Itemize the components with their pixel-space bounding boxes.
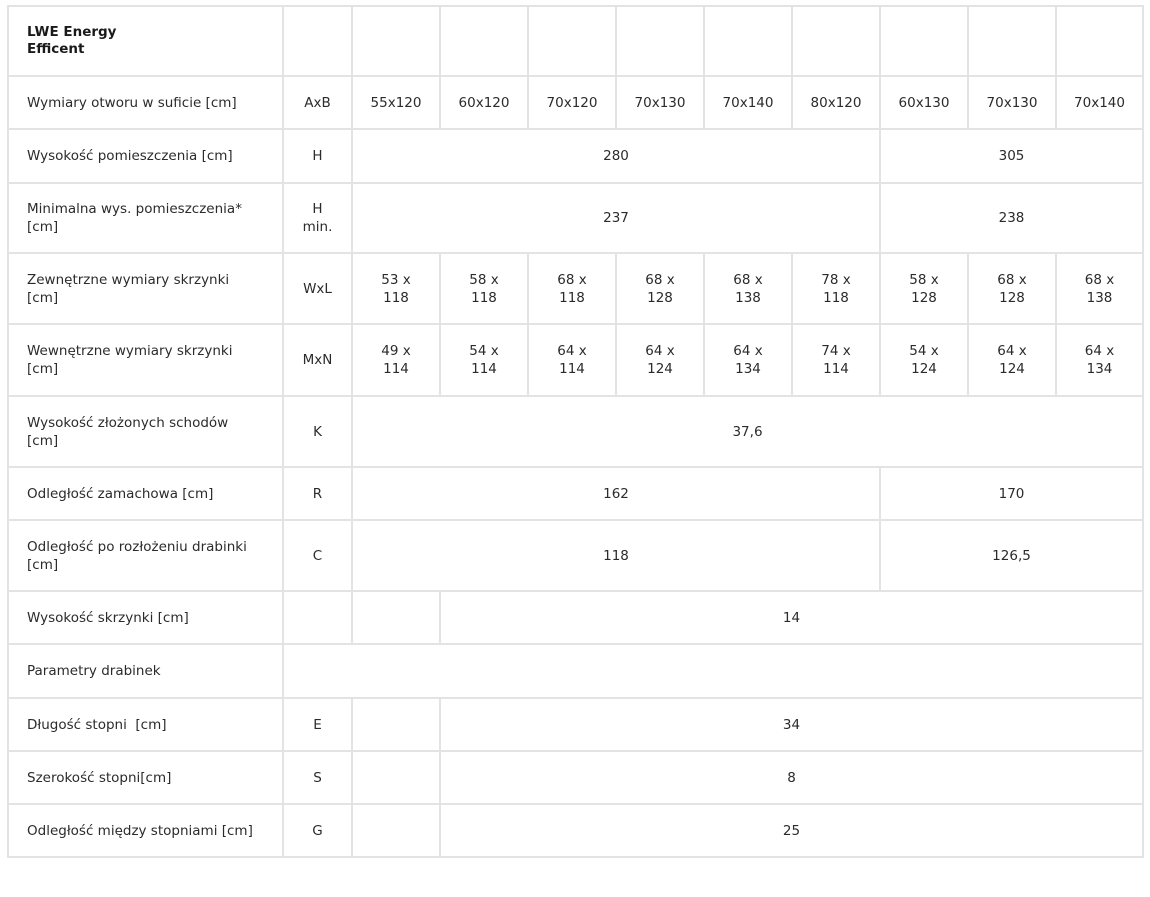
table-cell: 64 x 124 [968, 324, 1056, 396]
row-label: Szerokość stopni[cm] [8, 751, 283, 804]
table-cell: 70x130 [616, 76, 704, 129]
table-cell: 305 [880, 129, 1143, 183]
row-label: Odległość między stopniami [cm] [8, 804, 283, 857]
table-cell: 64 x 124 [616, 324, 704, 396]
table-cell: 162 [352, 467, 880, 520]
table-cell: 49 x 114 [352, 324, 440, 396]
table-cell [352, 751, 440, 804]
row-symbol: R [283, 467, 352, 520]
row-label: Wysokość złożonych schodów [cm] [8, 396, 283, 467]
table-cell: 54 x 124 [880, 324, 968, 396]
table-cell: 58 x 128 [880, 253, 968, 324]
table-cell: 238 [880, 183, 1143, 253]
row-symbol: H [283, 129, 352, 183]
ladder-params-row [8, 644, 1143, 698]
table-cell: 60x130 [880, 76, 968, 129]
step-width-row [8, 751, 1143, 804]
row-label: Wewnętrzne wymiary skrzynki [cm] [8, 324, 283, 396]
table-cell: 70x140 [704, 76, 792, 129]
table-title: LWE Energy Efficent [8, 6, 283, 76]
unfolded-distance-row [8, 520, 1143, 591]
table-cell: 64 x 134 [704, 324, 792, 396]
table-cell: 70x130 [968, 76, 1056, 129]
table-cell [352, 698, 440, 751]
table-cell: 60x120 [440, 76, 528, 129]
row-symbol: S [283, 751, 352, 804]
room-height-row [8, 129, 1143, 183]
table-cell: 280 [352, 129, 880, 183]
table-cell: 74 x 114 [792, 324, 880, 396]
table-cell: 68 x 138 [1056, 253, 1143, 324]
row-symbol: K [283, 396, 352, 467]
outer-box-row [8, 253, 1143, 324]
table-cell: 8 [440, 751, 1143, 804]
table-cell: 14 [440, 591, 1143, 644]
table-cell: 55x120 [352, 76, 440, 129]
table-cell: 58 x 118 [440, 253, 528, 324]
row-label: Wysokość skrzynki [cm] [8, 591, 283, 644]
spec-table [7, 5, 1144, 858]
table-cell: 37,6 [352, 396, 1143, 467]
row-label: Odległość zamachowa [cm] [8, 467, 283, 520]
box-height-row [8, 591, 1143, 644]
row-symbol [283, 591, 352, 644]
table-cell: 68 x 128 [968, 253, 1056, 324]
table-cell: 68 x 118 [528, 253, 616, 324]
step-spacing-row [8, 804, 1143, 857]
row-label: Wysokość pomieszczenia [cm] [8, 129, 283, 183]
table-cell [352, 804, 440, 857]
table-cell: 70x120 [528, 76, 616, 129]
table-cell [352, 591, 440, 644]
row-label: Wymiary otworu w suficie [cm] [8, 76, 283, 129]
opening-dimensions-row [8, 76, 1143, 129]
row-symbol: MxN [283, 324, 352, 396]
table-cell: 237 [352, 183, 880, 253]
row-label: Parametry drabinek [8, 644, 283, 698]
step-length-row [8, 698, 1143, 751]
row-label: Odległość po rozłożeniu drabinki [cm] [8, 520, 283, 591]
table-cell [283, 644, 1143, 698]
header-row [8, 6, 1143, 76]
table-cell: 64 x 114 [528, 324, 616, 396]
table-cell: 64 x 134 [1056, 324, 1143, 396]
table-cell: 53 x 118 [352, 253, 440, 324]
swing-distance-row [8, 467, 1143, 520]
row-symbol: E [283, 698, 352, 751]
row-symbol: C [283, 520, 352, 591]
min-room-height-row [8, 183, 1143, 253]
row-label: Minimalna wys. pomieszczenia* [cm] [8, 183, 283, 253]
row-label: Długość stopni [cm] [8, 698, 283, 751]
table-cell: 118 [352, 520, 880, 591]
row-label: Zewnętrzne wymiary skrzynki [cm] [8, 253, 283, 324]
folded-height-row [8, 396, 1143, 467]
table-cell: 70x140 [1056, 76, 1143, 129]
table-cell: 78 x 118 [792, 253, 880, 324]
row-symbol: G [283, 804, 352, 857]
table-cell: 54 x 114 [440, 324, 528, 396]
table-cell: 25 [440, 804, 1143, 857]
table-cell: 80x120 [792, 76, 880, 129]
table-cell: 68 x 128 [616, 253, 704, 324]
table-cell: 34 [440, 698, 1143, 751]
row-symbol: H min. [283, 183, 352, 253]
table-cell: 126,5 [880, 520, 1143, 591]
row-symbol: AxB [283, 76, 352, 129]
row-symbol: WxL [283, 253, 352, 324]
inner-box-row [8, 324, 1143, 396]
table-cell: 170 [880, 467, 1143, 520]
table-cell: 68 x 138 [704, 253, 792, 324]
